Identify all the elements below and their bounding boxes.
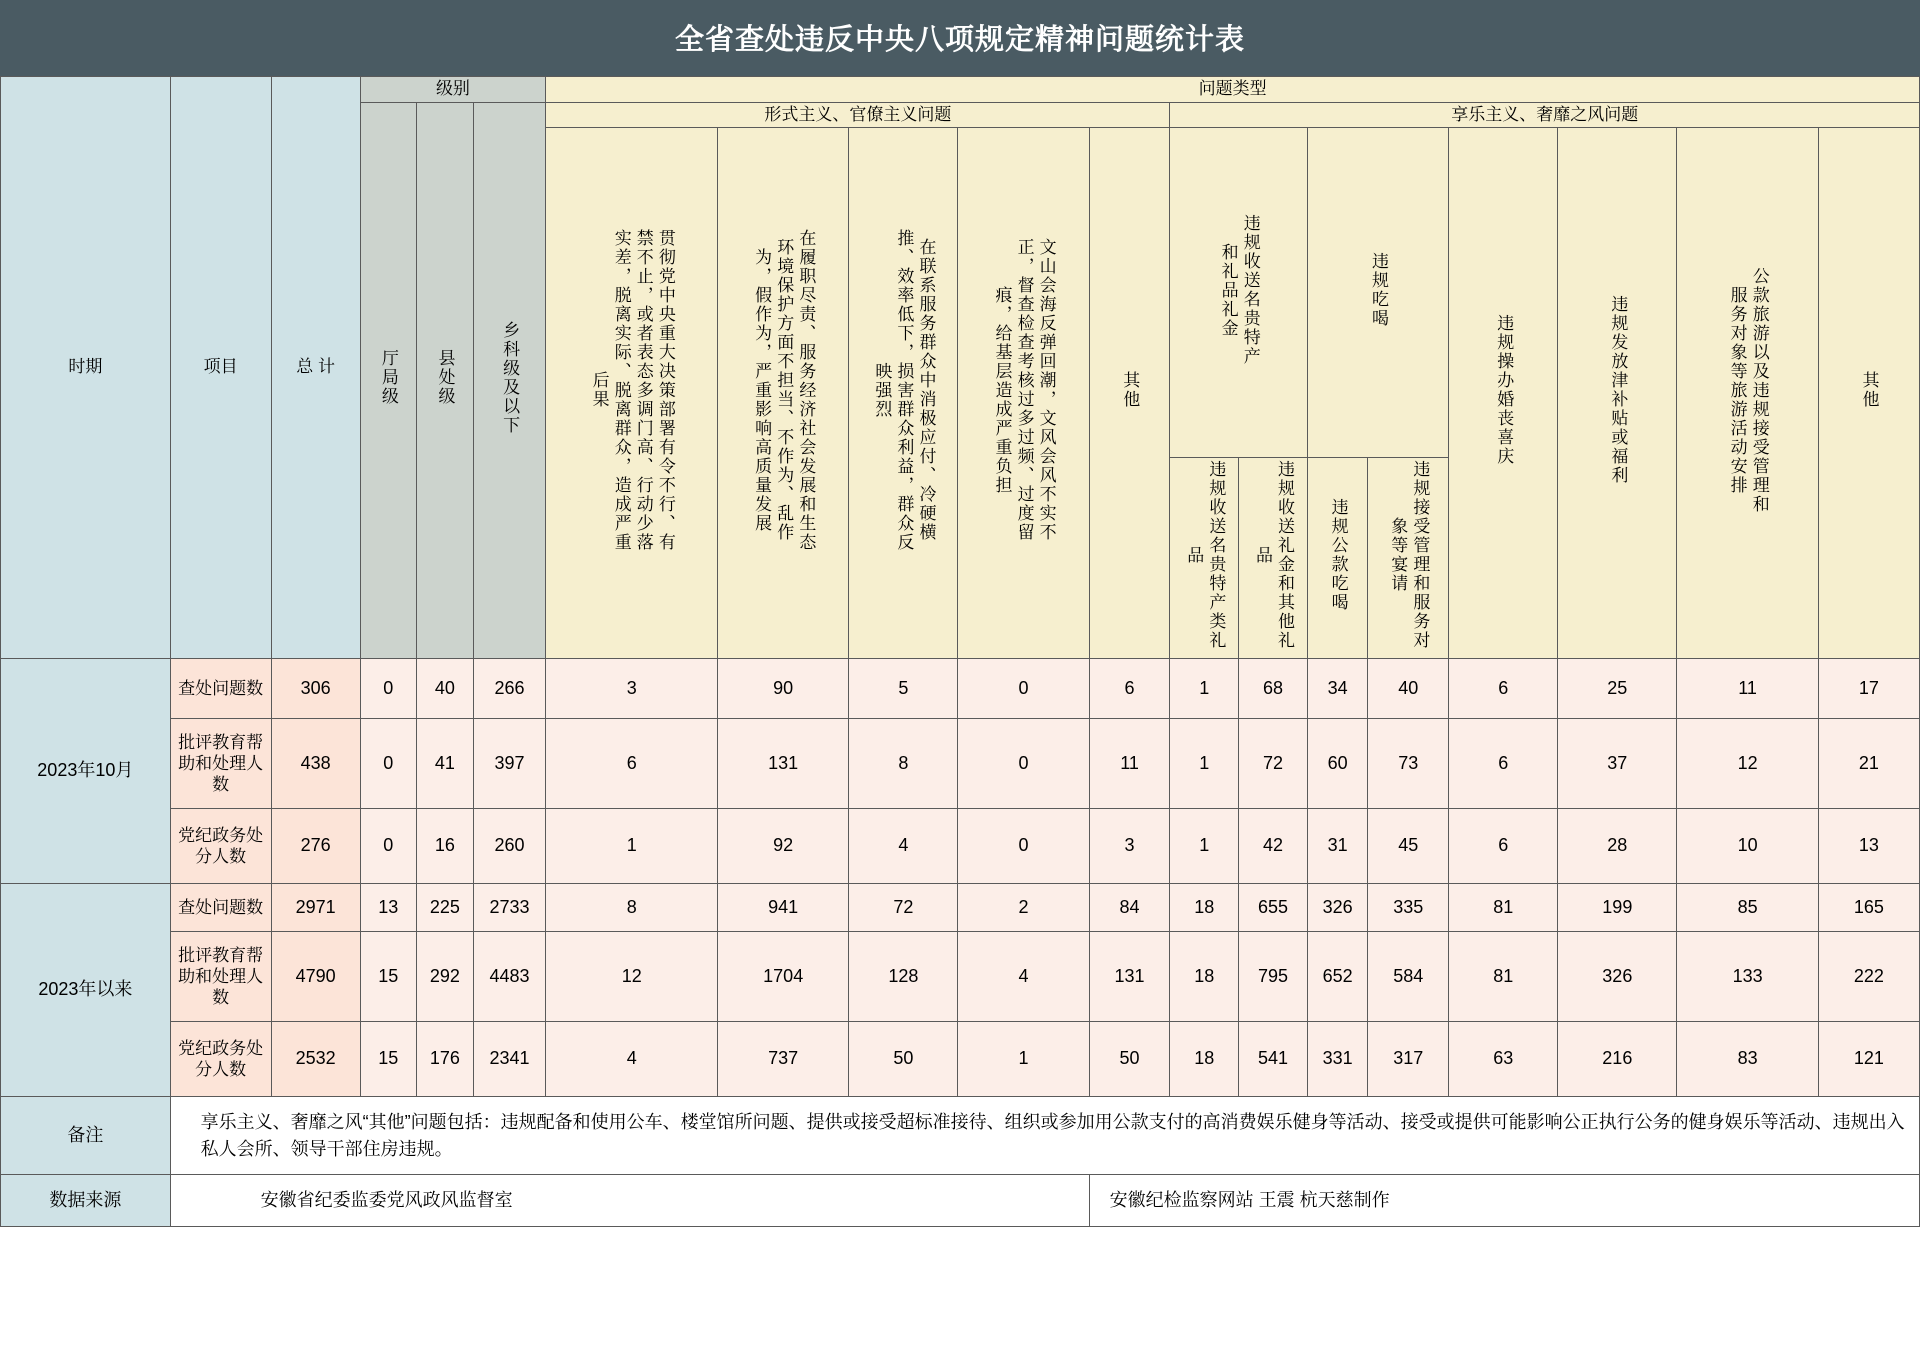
cell-value: 37 <box>1558 719 1677 809</box>
cell-value: 6 <box>1449 809 1558 884</box>
header-level-group: 级别 <box>360 77 546 103</box>
table-row <box>1 932 1920 1022</box>
cell-value: 2341 <box>473 1022 546 1097</box>
cell-value: 18 <box>1170 932 1239 1022</box>
table-row <box>1 884 1920 932</box>
header-group-formalism: 形式主义、官僚主义问题 <box>546 102 1170 128</box>
cell-value: 326 <box>1558 932 1677 1022</box>
item-label: 查处问题数 <box>170 659 271 719</box>
header-row-1 <box>1 77 1920 103</box>
cell-value: 12 <box>1677 719 1818 809</box>
cell-value: 72 <box>849 884 958 932</box>
cell-value: 60 <box>1307 719 1368 809</box>
header-group-gift: 违规收送名贵特产和礼品礼金 <box>1170 128 1307 458</box>
cell-value: 6 <box>1449 659 1558 719</box>
header-col-f4: 文山会海反弹回潮，文风会风不实不正，督查检查考核过多过频、过度留痕，给基层造成严重负担 <box>958 128 1089 659</box>
cell-value: 131 <box>1089 932 1170 1022</box>
item-label: 查处问题数 <box>170 884 271 932</box>
cell-value: 795 <box>1239 932 1308 1022</box>
cell-value: 2733 <box>473 884 546 932</box>
cell-value: 176 <box>417 1022 474 1097</box>
cell-value: 541 <box>1239 1022 1308 1097</box>
cell-value: 1 <box>1170 659 1239 719</box>
cell-value: 397 <box>473 719 546 809</box>
cell-total: 2971 <box>271 884 360 932</box>
cell-value: 331 <box>1307 1022 1368 1097</box>
cell-value: 4483 <box>473 932 546 1022</box>
header-col-eat-2: 违规接受管理和服务对象等宴请 <box>1368 458 1449 659</box>
cell-value: 11 <box>1089 719 1170 809</box>
cell-value: 50 <box>849 1022 958 1097</box>
cell-value: 21 <box>1818 719 1919 809</box>
cell-value: 655 <box>1239 884 1308 932</box>
cell-value: 81 <box>1449 884 1558 932</box>
header-col-eat-1: 违规公款吃喝 <box>1307 458 1368 659</box>
cell-value: 0 <box>958 659 1089 719</box>
cell-value: 8 <box>849 719 958 809</box>
cell-value: 266 <box>473 659 546 719</box>
cell-value: 584 <box>1368 932 1449 1022</box>
cell-value: 1 <box>1170 719 1239 809</box>
cell-value: 10 <box>1677 809 1818 884</box>
cell-value: 13 <box>360 884 417 932</box>
item-label: 批评教育帮助和处理人数 <box>170 719 271 809</box>
cell-value: 15 <box>360 1022 417 1097</box>
cell-value: 225 <box>417 884 474 932</box>
header-group-hedonism: 享乐主义、奢靡之风问题 <box>1170 102 1920 128</box>
cell-value: 133 <box>1677 932 1818 1022</box>
cell-value: 50 <box>1089 1022 1170 1097</box>
header-level-xiang: 乡科级及以下 <box>473 102 546 658</box>
table-row <box>1 659 1920 719</box>
cell-value: 6 <box>546 719 718 809</box>
cell-value: 737 <box>718 1022 849 1097</box>
cell-value: 13 <box>1818 809 1919 884</box>
cell-value: 199 <box>1558 884 1677 932</box>
note-label: 备注 <box>1 1097 171 1175</box>
header-problem-type-group: 问题类型 <box>546 77 1920 103</box>
cell-value: 0 <box>958 719 1089 809</box>
header-total: 总 计 <box>271 77 360 659</box>
cell-value: 222 <box>1818 932 1919 1022</box>
cell-value: 4 <box>546 1022 718 1097</box>
header-group-eat: 违规吃喝 <box>1307 128 1448 458</box>
item-label: 党纪政务处分人数 <box>170 809 271 884</box>
cell-value: 16 <box>417 809 474 884</box>
header-col-gift-2: 违规收送礼金和其他礼品 <box>1239 458 1308 659</box>
cell-value: 6 <box>1089 659 1170 719</box>
cell-value: 73 <box>1368 719 1449 809</box>
source-label: 数据来源 <box>1 1175 171 1227</box>
cell-total: 2532 <box>271 1022 360 1097</box>
cell-value: 15 <box>360 932 417 1022</box>
cell-value: 41 <box>417 719 474 809</box>
cell-value: 260 <box>473 809 546 884</box>
cell-value: 0 <box>958 809 1089 884</box>
table-row <box>1 809 1920 884</box>
cell-value: 1 <box>546 809 718 884</box>
cell-value: 317 <box>1368 1022 1449 1097</box>
cell-total: 4790 <box>271 932 360 1022</box>
cell-value: 2 <box>958 884 1089 932</box>
period-2023-since: 2023年以来 <box>1 884 171 1097</box>
cell-value: 3 <box>546 659 718 719</box>
header-col-h4: 违规发放津补贴或福利 <box>1558 128 1677 659</box>
cell-value: 31 <box>1307 809 1368 884</box>
header-col-h5: 公款旅游以及违规接受管理和服务对象等旅游活动安排 <box>1677 128 1818 659</box>
cell-value: 83 <box>1677 1022 1818 1097</box>
header-col-f1: 贯彻党中央重大决策部署有令不行、有禁不止，或者表态多调门高、行动少落实差，脱离实际、脱离群众，造成严重后果 <box>546 128 718 659</box>
cell-value: 6 <box>1449 719 1558 809</box>
cell-value: 90 <box>718 659 849 719</box>
cell-value: 4 <box>849 809 958 884</box>
header-item: 项目 <box>170 77 271 659</box>
cell-value: 121 <box>1818 1022 1919 1097</box>
cell-value: 81 <box>1449 932 1558 1022</box>
table-row <box>1 719 1920 809</box>
cell-value: 40 <box>1368 659 1449 719</box>
header-col-f5: 其他 <box>1089 128 1170 659</box>
cell-value: 28 <box>1558 809 1677 884</box>
cell-value: 84 <box>1089 884 1170 932</box>
cell-value: 128 <box>849 932 958 1022</box>
cell-value: 85 <box>1677 884 1818 932</box>
statistics-table <box>0 76 1920 1227</box>
header-level-ting: 厅局级 <box>360 102 417 658</box>
cell-value: 25 <box>1558 659 1677 719</box>
note-text: 享乐主义、奢靡之风“其他”问题包括：违规配备和使用公车、楼堂馆所问题、提供或接受超标准接待、组织或参加用公款支付的高消费娱乐健身等活动、接受或提供可能影响公正执行公务的健身娱乐等活动、违规出入私人会所、领导干部住房违规。 <box>170 1097 1919 1175</box>
header-col-f3: 在联系服务群众中消极应付、冷硬横推、效率低下，损害群众利益，群众反映强烈 <box>849 128 958 659</box>
cell-total: 438 <box>271 719 360 809</box>
cell-total: 306 <box>271 659 360 719</box>
note-row <box>1 1097 1920 1175</box>
cell-value: 3 <box>1089 809 1170 884</box>
cell-value: 11 <box>1677 659 1818 719</box>
period-2023-10: 2023年10月 <box>1 659 171 884</box>
source-row <box>1 1175 1920 1227</box>
cell-value: 1704 <box>718 932 849 1022</box>
header-period: 时期 <box>1 77 171 659</box>
cell-total: 276 <box>271 809 360 884</box>
source-text: 安徽省纪委监委党风政风监督室 <box>170 1175 1089 1227</box>
header-col-h3: 违规操办婚丧喜庆 <box>1449 128 1558 659</box>
item-label: 党纪政务处分人数 <box>170 1022 271 1097</box>
cell-value: 165 <box>1818 884 1919 932</box>
cell-value: 18 <box>1170 884 1239 932</box>
cell-value: 0 <box>360 719 417 809</box>
header-level-xian: 县处级 <box>417 102 474 658</box>
cell-value: 0 <box>360 809 417 884</box>
cell-value: 68 <box>1239 659 1308 719</box>
header-col-f2: 在履职尽责、服务经济社会发展和生态环境保护方面不担当、不作为、乱作为，假作为，严重影响高质量发展 <box>718 128 849 659</box>
cell-value: 216 <box>1558 1022 1677 1097</box>
header-col-gift-1: 违规收送名贵特产类礼品 <box>1170 458 1239 659</box>
cell-value: 45 <box>1368 809 1449 884</box>
cell-value: 941 <box>718 884 849 932</box>
cell-value: 72 <box>1239 719 1308 809</box>
cell-value: 0 <box>360 659 417 719</box>
cell-value: 652 <box>1307 932 1368 1022</box>
cell-value: 42 <box>1239 809 1308 884</box>
cell-value: 335 <box>1368 884 1449 932</box>
cell-value: 18 <box>1170 1022 1239 1097</box>
cell-value: 92 <box>718 809 849 884</box>
cell-value: 1 <box>958 1022 1089 1097</box>
cell-value: 1 <box>1170 809 1239 884</box>
cell-value: 8 <box>546 884 718 932</box>
cell-value: 292 <box>417 932 474 1022</box>
item-label: 批评教育帮助和处理人数 <box>170 932 271 1022</box>
cell-value: 326 <box>1307 884 1368 932</box>
page-title: 全省查处违反中央八项规定精神问题统计表 <box>0 0 1920 76</box>
cell-value: 5 <box>849 659 958 719</box>
cell-value: 63 <box>1449 1022 1558 1097</box>
cell-value: 17 <box>1818 659 1919 719</box>
cell-value: 4 <box>958 932 1089 1022</box>
header-col-h6: 其他 <box>1818 128 1919 659</box>
cell-value: 34 <box>1307 659 1368 719</box>
cell-value: 12 <box>546 932 718 1022</box>
cell-value: 131 <box>718 719 849 809</box>
credit-text: 安徽纪检监察网站 王震 杭天慈制作 <box>1089 1175 1919 1227</box>
cell-value: 40 <box>417 659 474 719</box>
table-row <box>1 1022 1920 1097</box>
